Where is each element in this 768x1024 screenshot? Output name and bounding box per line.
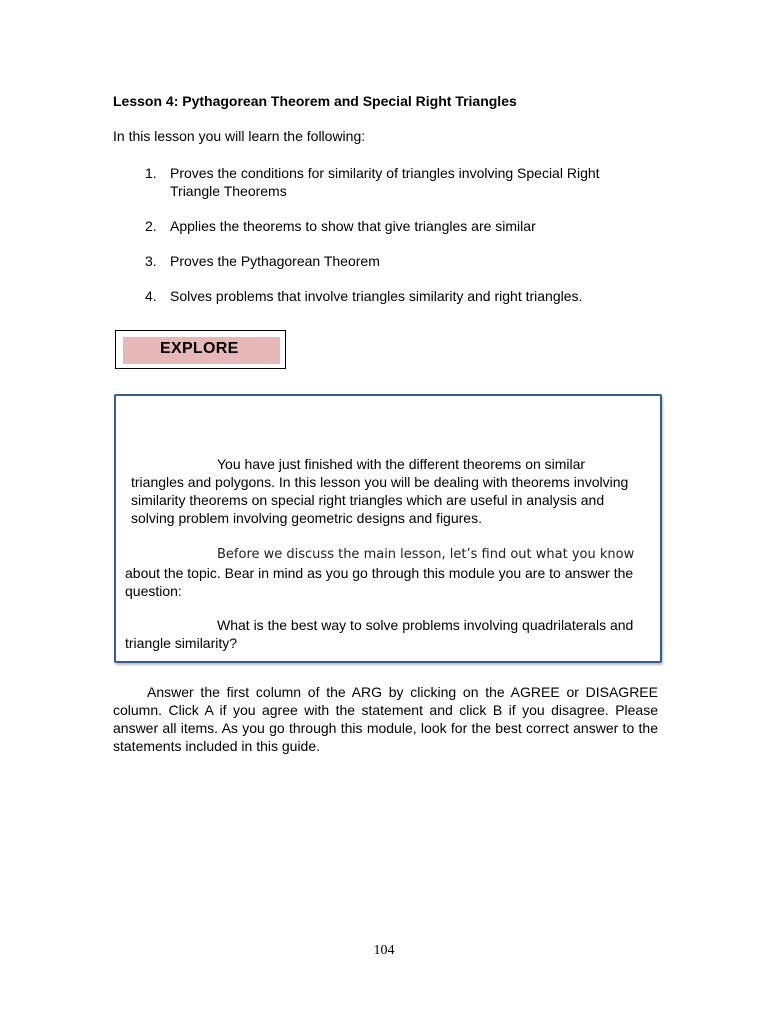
- explore-heading-box: [115, 330, 286, 369]
- lesson-title: Lesson 4: Pythagorean Theorem and Special Right Triangles: [113, 93, 517, 109]
- explore-paragraph-prompt-rest: about the topic. Bear in mind as you go through this module you are to answer the question:: [125, 565, 634, 599]
- essential-question: What is the best way to solve problems involving quadrilaterals and triangle similarity?: [125, 617, 634, 651]
- objective-item: [145, 252, 645, 270]
- objective-text: Solves problems that involve triangles similarity and right triangles.: [170, 288, 583, 304]
- objective-text: Applies the theorems to show that give triangles are similar: [170, 218, 536, 234]
- explore-paragraph-prompt-lead: Before we discuss the main lesson, let’s find out what you know: [217, 547, 635, 562]
- objective-item: [145, 164, 645, 200]
- explore-paragraph-prompt: [125, 544, 650, 600]
- objective-number: 4.: [145, 288, 157, 304]
- objective-number: 1.: [145, 165, 157, 181]
- explore-content-box: [114, 394, 662, 663]
- lesson-intro: In this lesson you will learn the following:: [113, 128, 366, 144]
- objective-number: 3.: [145, 253, 157, 269]
- explore-heading-fill: [123, 337, 280, 364]
- page-number: 104: [373, 943, 395, 958]
- objective-text: Proves the conditions for similarity of triangles involving Special Right Triangle Theorems: [170, 165, 600, 199]
- objective-text: Proves the Pythagorean Theorem: [170, 253, 380, 269]
- objective-item: [145, 217, 645, 235]
- explore-paragraph-intro: You have just finished with the different theorems on similar triangles and polygons. In this lesson you will be dealing with theorems involving similarity theorems on special right triangles which are useful in analysis and solving problem involving geometric designs and figures.: [131, 456, 629, 526]
- objective-number: 2.: [145, 218, 157, 234]
- objective-item: [145, 287, 645, 305]
- objectives-list: [145, 164, 645, 322]
- explore-heading: EXPLORE: [160, 340, 239, 357]
- arg-instructions: Answer the first column of the ARG by clicking on the AGREE or DISAGREE column. Click A if you agree with the statement and click B if you disagree. Please answer all items. As you go through this module, look for the best correct answer to the statements included in this guide.: [113, 684, 658, 754]
